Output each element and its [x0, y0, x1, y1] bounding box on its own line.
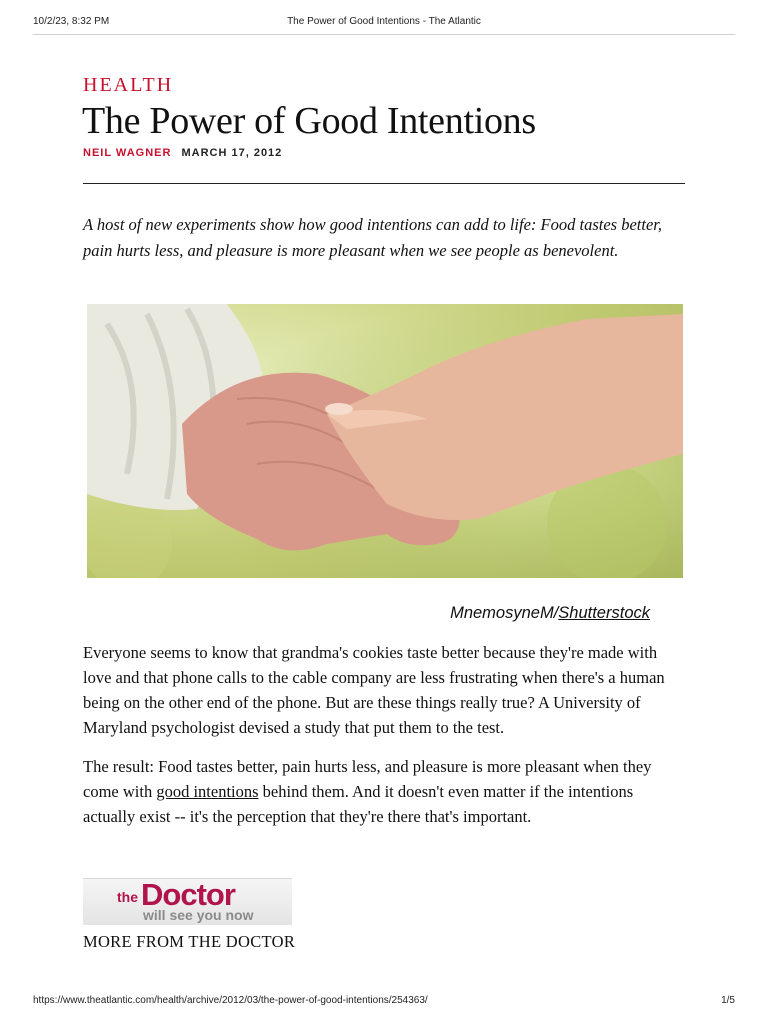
article-body [83, 640, 688, 843]
paragraph-text: The result: Food tastes better, pain hurts less, and pleasure is more pleasant when they come with [83, 757, 652, 801]
article-header [83, 68, 685, 281]
print-footer [33, 995, 735, 1009]
logo-tagline: will see you now [143, 907, 254, 923]
print-url: https://www.theatlantic.com/health/archive/2012/03/the-power-of-good-intentions/254363/ [33, 995, 428, 1006]
logo-word-the: the [117, 889, 138, 905]
print-page-number: 1/5 [721, 995, 735, 1006]
the-doctor-logo[interactable] [83, 878, 292, 925]
title-divider [83, 183, 685, 184]
byline [83, 147, 685, 159]
section-link-health[interactable]: HEALTH [83, 74, 174, 96]
body-paragraph: Everyone seems to know that grandma's cookies taste better because they're made with love and that phone calls to the cable company are less frustrating when there's a human being on the other end of the phone. But are these things really true? A University of Maryland psychologist devised a study that put them to the test. [83, 643, 665, 737]
print-header [33, 16, 735, 30]
good-intentions-link[interactable]: good intentions [156, 782, 259, 801]
print-datetime: 10/2/23, 8:32 PM [33, 16, 110, 27]
shutterstock-link[interactable]: Shutterstock [558, 604, 650, 622]
image-credit [450, 604, 650, 623]
more-from-heading: MORE FROM THE DOCTOR [83, 932, 296, 951]
logo-word-doctor: Doctor [141, 877, 235, 912]
header-divider [33, 34, 735, 35]
paragraph-text: behind them. And it doesn't even matter if the intentions actually exist -- it's the perception that they're there that's important. [83, 782, 634, 826]
hands-illustration [87, 304, 683, 578]
article-title: The Power of Good Intentions [82, 100, 536, 142]
author-link[interactable]: NEIL WAGNER [83, 147, 172, 159]
hero-image-holding-hands [87, 304, 683, 578]
body-paragraph [83, 754, 688, 829]
article-dek: A host of new experiments show how good intentions can add to life: Food tastes better, pain hurts less, and pleasure is more pleasant when we see people as benevolent. [83, 215, 662, 260]
print-page-title: The Power of Good Intentions - The Atlantic [287, 16, 481, 27]
publish-date: MARCH 17, 2012 [181, 147, 283, 159]
image-credit-prefix: MnemosyneM/ [450, 604, 559, 622]
